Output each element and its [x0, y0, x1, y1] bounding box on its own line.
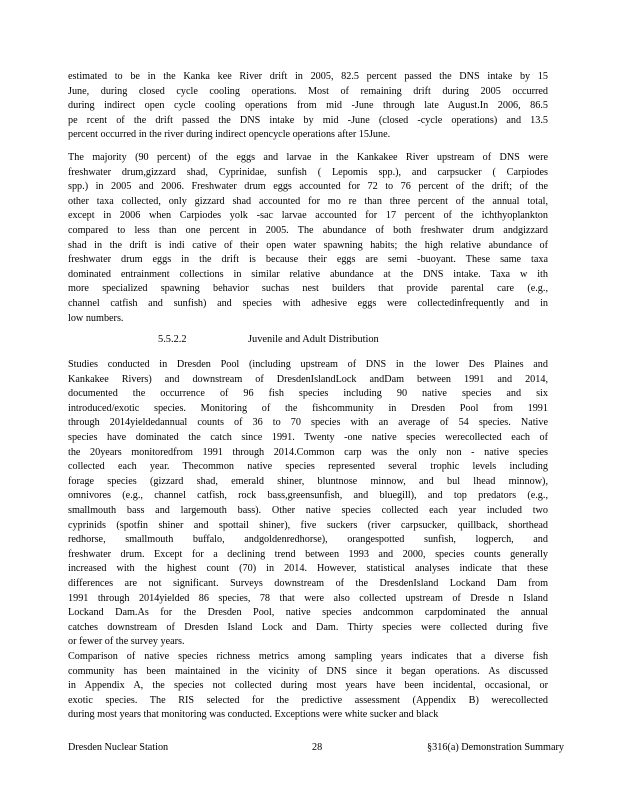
text-line: channel catfish and sunfish) and species with adhesive eggs were collectedinfrequently and in — [68, 297, 548, 309]
text-line: pe rcent of the drift passed the DNS intake by mid -June (closed -cycle operations) and 13.5 — [68, 114, 548, 126]
text-line: Lockand Dam.As for the Dresden Pool, native species andcommon carpdominated the annual — [68, 607, 548, 619]
paragraph-eggs-larvae — [68, 151, 548, 326]
text-line: percent occurred in the river during indirect opencycle operations after 15June. — [68, 129, 391, 141]
text-line: community has been maintained in the vicinity of DNS since it began operations. As discussed — [68, 665, 548, 677]
footer-station-name: Dresden Nuclear Station — [68, 742, 169, 753]
section-title: Juvenile and Adult Distribution — [248, 334, 379, 345]
text-line: differences are not significant. Surveys downstream of the DresdenIsland Lockand Dam from — [68, 577, 548, 589]
text-line: except in 2006 when Carpiodes yolk -sac larvae accounted for 17 percent of the ichthyoplankton — [68, 210, 548, 222]
page-footer — [68, 742, 564, 756]
text-line: cyprinids (spotfin shiner and spottail shiner), five suckers (river carpsucker, quillback, shorthead — [68, 519, 548, 531]
paragraph-juvenile-adult-studies — [68, 358, 548, 650]
text-line: documented the occurrence of 96 fish species including 90 native species and six — [68, 388, 548, 400]
text-line: the 20years monitoredfrom 1991 through 2014.Common carp was the only non - native species — [68, 446, 548, 458]
text-line: redhorse, smallmouth buffalo, andgoldenredhorse), orangespotted sunfish, logperch, and — [68, 534, 548, 546]
footer-document-title: §316(a) Demonstration Summary — [427, 742, 564, 753]
text-line: shad in the drift is indi cative of their open water spawning habits; the high relative abundance of — [68, 239, 548, 251]
paragraph-entrainment-drift — [68, 70, 548, 143]
text-line: Kankakee Rivers) and downstream of DresdenIslandLock andDam between 1991 and 2014, — [68, 373, 548, 385]
text-line: through 2014yieldedannual counts of 36 to 70 species with an average of 54 species. Native — [68, 417, 548, 429]
text-line: introduced/exotic species. Monitoring of the fishcommunity in Dresden Pool from 1991 — [68, 402, 548, 414]
text-line: freshwater drum eggs in the drift is because their eggs are semi -buoyant. These same taxa — [68, 254, 548, 266]
text-line: smallmouth bass and largemouth bass). Other native species collected each year included two — [68, 504, 548, 516]
text-line: spp.) in 2005 and 2006. Freshwater drum eggs accounted for 72 to 76 percent of the drift; of the — [68, 181, 548, 193]
text-line: more specialized spawning behavior suchas nest builders that provide parental care (e.g., — [68, 283, 548, 295]
text-line: during most years that monitoring was conducted. Exceptions were white sucker and black — [68, 709, 439, 721]
text-line: freshwater drum. Except for a declining trend between 1993 and 2000, species counts generally — [68, 548, 548, 560]
text-line: low numbers. — [68, 312, 124, 324]
section-heading — [158, 334, 379, 345]
text-line: estimated to be in the Kanka kee River drift in 2005, 82.5 percent passed the DNS intake by 15 — [68, 71, 548, 82]
text-line: omnivores (e.g., channel catfish, rock bass,greensunfish, and bluegill), and top predators (e.g., — [68, 490, 548, 502]
text-line: other taxa collected, only gizzard shad accounted for mo re than three percent of the annual total, — [68, 195, 548, 207]
text-line: or fewer of the survey years. — [68, 636, 185, 648]
section-number: 5.5.2.2 — [158, 334, 187, 345]
text-line: June, during closed cycle cooling operations. Most of remaining drift during 2005 occurred — [68, 85, 548, 97]
text-line: in Appendix A, the species not collected during most years have been incidental, occasional, or — [68, 680, 548, 692]
text-line: forage species (gizzard shad, emerald shiner, bluntnose minnow, and bul lhead minnow), — [68, 475, 548, 487]
text-line: The majority (90 percent) of the eggs and larvae in the Kankakee River upstream of DNS were — [68, 152, 548, 163]
text-line: species have dominated the catch since 1991. Twenty -one native species werecollected each of — [68, 431, 548, 443]
paragraph-species-richness — [68, 650, 548, 723]
text-line: increased with the highest count (70) in 2014. However, statistical analyses indicate that these — [68, 563, 548, 575]
text-line: Studies conducted in Dresden Pool (including upstream of DNS in the lower Des Plaines and — [68, 359, 548, 370]
text-line: freshwater drum,gizzard shad, Cyprinidae, sunfish ( Lepomis spp.), and carpsucker ( Carpiodes — [68, 166, 548, 178]
text-line: collected each year. Thecommon native species represented several trophic levels including — [68, 461, 548, 473]
text-line: dominated entrainment collections in similar relative abundance at the DNS intake. Taxa w ith — [68, 268, 548, 280]
text-line: Comparison of native species richness metrics among sampling years indicates that a diverse fish — [68, 651, 548, 662]
text-line: 1991 through 2014yielded 86 species, 78 that were also collected upstream of Dresde n Island — [68, 592, 548, 604]
text-line: compared to less than one percent in 2005. The abundance of both freshwater drum andgizzard — [68, 224, 548, 236]
text-line: catches downstream of Dresden Island Lock and Dam. Thirty species were collected during five — [68, 621, 548, 633]
text-line: exotic species. The RIS selected for the predictive assessment (Appendix B) werecollected — [68, 694, 548, 706]
text-line: during indirect open cycle cooling operations from mid -June through late August.In 2006, 86.5 — [68, 100, 548, 112]
footer-page-number: 28 — [312, 742, 323, 753]
